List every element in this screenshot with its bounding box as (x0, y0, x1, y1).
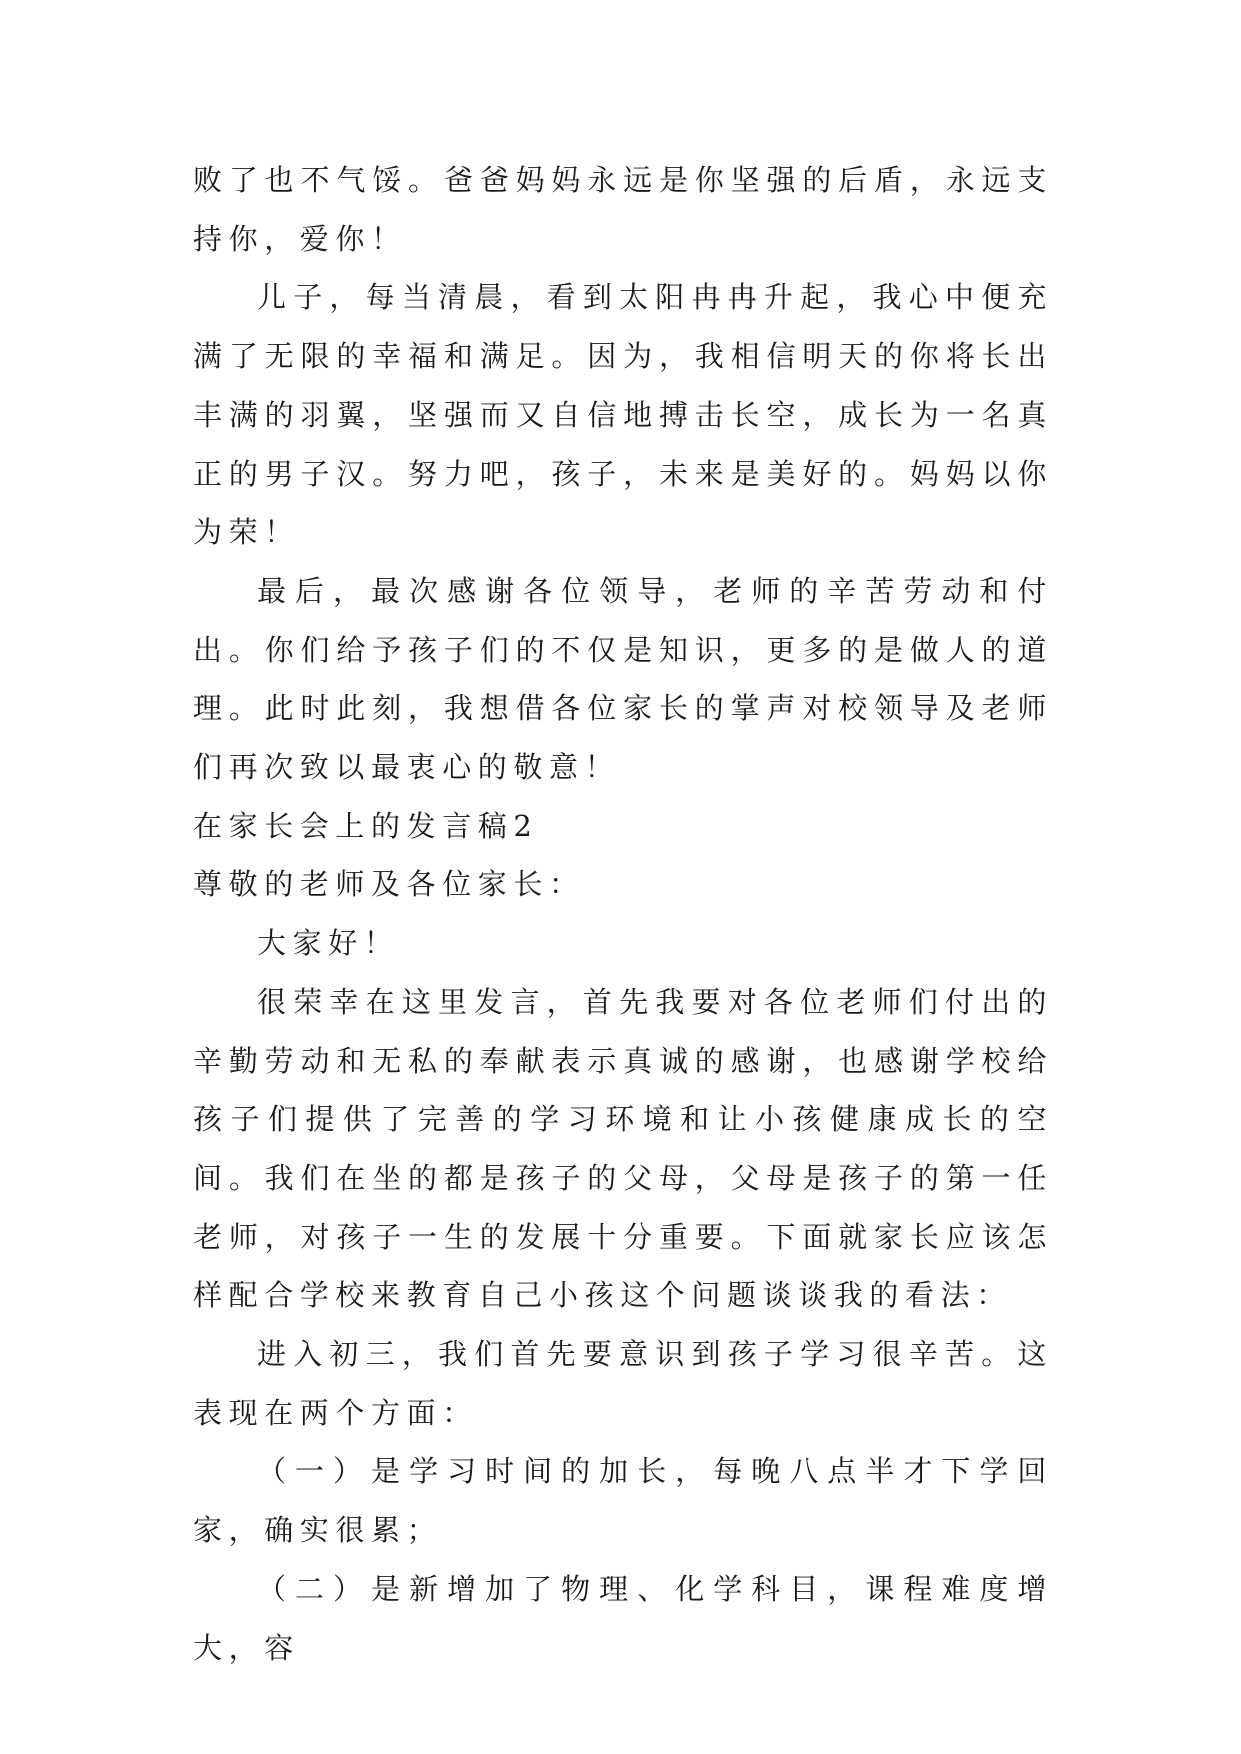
document-body (193, 151, 1053, 1677)
salutation: 尊敬的老师及各位家长： (193, 867, 585, 902)
paragraph-3: 最后，最次感谢各位领导，老师的辛苦劳动和付出。你们给予孩子们的不仅是知识，更多的是做人的道理。此时此刻，我想借各位家长的掌声对校领导及老师们再次致以最衷心的敬意！ (193, 573, 1053, 785)
paragraph-2: 儿子，每当清晨，看到太阳冉冉升起，我心中便充满了无限的幸福和满足。因为，我相信明天的你将长出丰满的羽翼，坚强而又自信地搏击长空，成长为一名真正的男子汉。努力吧，孩子，未来是美好的。妈妈以你为荣！ (193, 280, 1053, 550)
section-title: 在家长会上的发言稿2 (193, 808, 539, 843)
paragraph-1: 败了也不气馁。爸爸妈妈永远是你坚强的后盾，永远支持你，爱你！ (193, 163, 1053, 256)
paragraph-7: 很荣幸在这里发言，首先我要对各位老师们付出的辛勤劳动和无私的奉献表示真诚的感谢，也感谢学校给孩子们提供了完善的学习环境和让小孩健康成长的空间。我们在坐的都是孩子的父母，父母是孩子的第一任老师，对孩子一生的发展十分重要。下面就家长应该怎样配合学校来教育自己小孩这个问题谈谈我的看法： (193, 984, 1053, 1313)
list-item-2: （二）是新增加了物理、化学科目，课程难度增大，容 (193, 1571, 1053, 1665)
paragraph-8: 进入初三，我们首先要意识到孩子学习很辛苦。这表现在两个方面： (193, 1337, 1053, 1430)
list-item-1: （一）是学习时间的加长，每晚八点半才下学回家，确实很累； (193, 1454, 1053, 1548)
greeting: 大家好！ (257, 926, 400, 961)
